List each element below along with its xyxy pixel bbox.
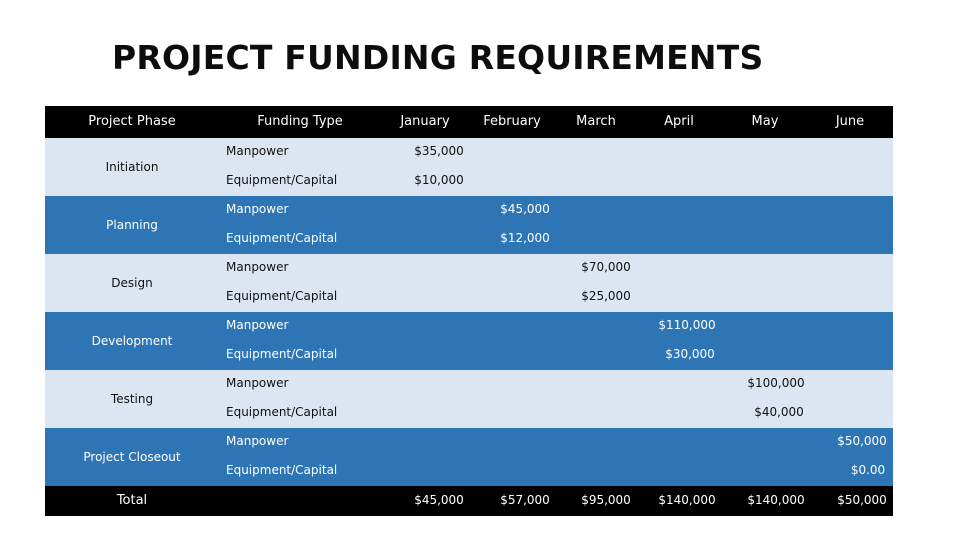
table-header [45,106,893,138]
funding-type: Manpower [226,202,289,216]
funding-type: Equipment/Capital [226,231,338,245]
funding-type: Manpower [226,318,289,332]
funding-row [45,138,893,167]
phase-name: Project Closeout [83,450,181,464]
funding-amount: $110,000 [658,318,716,332]
funding-row [45,254,893,283]
total-value-january: $45,000 [414,493,464,507]
funding-row [45,283,893,312]
funding-type: Manpower [226,376,289,390]
phase-row-initiation [45,138,893,196]
total-value-june: $50,000 [837,493,887,507]
funding-row [45,196,893,225]
header-phase: Project Phase [88,114,176,129]
header-month-may: May [751,114,779,129]
funding-amount: $30,000 [665,347,715,361]
phase-name: Testing [110,392,154,406]
funding-amount: $70,000 [581,260,631,274]
funding-row [45,167,893,196]
funding-row [45,370,893,399]
funding-amount: $50,000 [837,434,887,448]
phase-row-project-closeout [45,428,893,486]
header-funding-type: Funding Type [257,114,343,129]
total-value-may: $140,000 [747,493,805,507]
funding-amount: $35,000 [414,144,464,158]
funding-type: Equipment/Capital [226,347,338,361]
funding-amount: $40,000 [754,405,804,419]
total-value-march: $95,000 [581,493,631,507]
funding-type: Equipment/Capital [226,173,338,187]
header-month-march: March [576,114,616,129]
total-value-april: $140,000 [658,493,716,507]
phase-row-planning [45,196,893,254]
phase-name: Development [91,334,173,348]
header-month-june: June [835,114,865,129]
funding-amount: $12,000 [500,231,550,245]
phase-row-development [45,312,893,370]
header-month-february: February [483,114,541,129]
funding-amount: $25,000 [581,289,631,303]
funding-type: Manpower [226,434,289,448]
funding-amount: $100,000 [747,376,805,390]
funding-amount: $45,000 [500,202,550,216]
funding-table [45,106,893,516]
header-month-january: January [400,114,450,129]
phase-row-design [45,254,893,312]
phase-name: Planning [106,218,158,232]
funding-amount: $10,000 [414,173,464,187]
funding-row [45,399,893,428]
funding-row [45,312,893,341]
phase-row-testing [45,370,893,428]
funding-row [45,428,893,457]
total-label: Total [116,493,148,508]
funding-type: Equipment/Capital [226,405,338,419]
funding-type: Manpower [226,260,289,274]
phase-name: Initiation [105,160,159,174]
total-row [45,486,893,516]
funding-type: Equipment/Capital [226,463,338,477]
page-title: PROJECT FUNDING REQUIREMENTS [112,38,764,77]
funding-row [45,341,893,370]
header-month-april: April [664,114,694,129]
funding-row [45,457,893,486]
funding-type: Equipment/Capital [226,289,338,303]
funding-amount: $0.00 [850,463,886,477]
phase-name: Design [111,276,153,290]
funding-row [45,225,893,254]
total-value-february: $57,000 [500,493,550,507]
funding-type: Manpower [226,144,289,158]
